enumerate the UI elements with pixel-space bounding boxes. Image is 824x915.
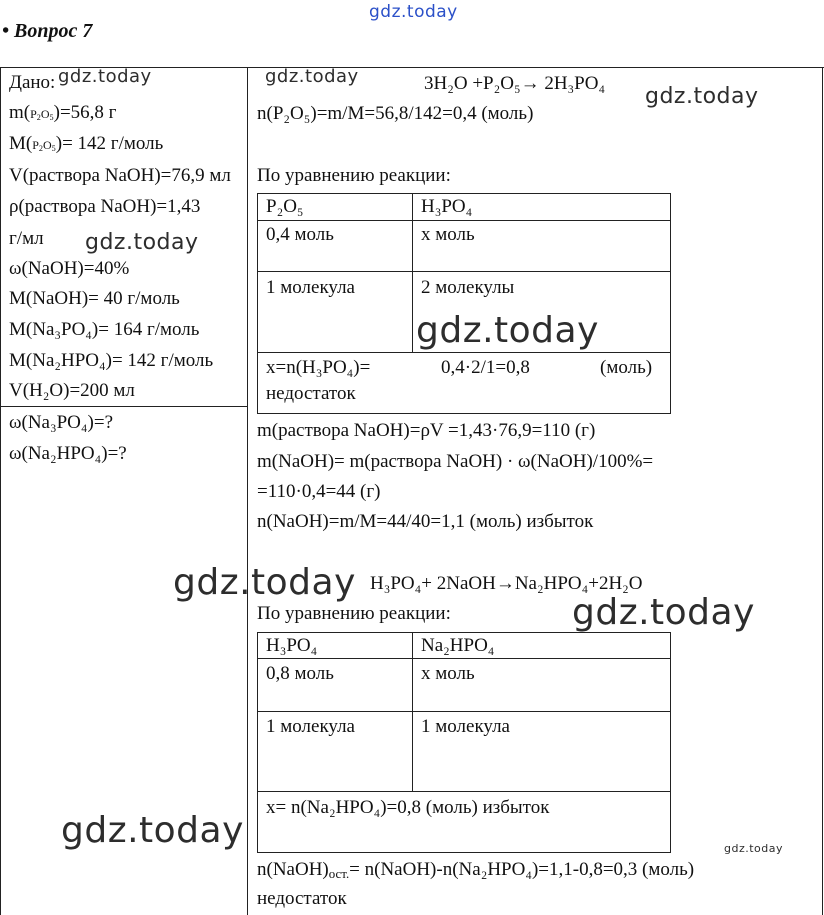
t2-cell: 1 молекула [421,716,510,737]
t2-right [670,632,671,852]
given-omega-naoh: ω(NaOH)=40% [9,258,130,279]
watermark: gdz.today [58,66,152,87]
given-mass-p2o5: $m(P_2O_5)=56,8$ г [9,102,117,123]
naoh-remaining [257,859,694,881]
equation-1: 3H₂O +P₂O₅→ 2H₃PO₄ [424,73,606,94]
t1-cell: 1 молекула [266,277,355,298]
mass-naoh-line-b: =110·0,4=44 (г) [257,481,381,502]
naoh-remaining-a: n(NaOH) [257,859,329,880]
watermark: gdz.today [61,810,244,851]
equation-2: H₃PO₄+ 2NaOH→Na₂HPO₄+2H₂O [370,573,643,594]
t2-row2-sep [257,791,671,792]
given-find-divider [0,406,247,407]
naoh-remaining-sub: ост. [328,866,350,882]
t2-row1-sep [257,711,671,712]
t2-header-reactant: H₃PO₄ [266,635,318,656]
given-density-unit: г/мл [9,228,44,249]
t1-result-note: недостаток [266,383,356,404]
given-volume-water: V(H₂O)=200 мл [9,380,135,401]
given-molar-mass-naoh: M(NaOH)= 40 г/моль [9,288,180,309]
find-omega-na3po4: ω(Na₃PO₄)=? [9,412,113,433]
naoh-remaining-note: недостаток [257,888,347,909]
t1-cell: x моль [421,224,475,245]
watermark: gdz.today [724,842,784,855]
column-divider [247,67,248,915]
given-molar-mass-na3po4: M(Na₃PO₄)= 164 г/моль [9,319,200,340]
mass-solution-naoh: m(раствора NaOH)=ρV =1,43·76,9=110 (г) [257,420,596,441]
t1-row2-sep [257,352,671,353]
t1-header-sep [257,220,671,221]
given-molar-mass-na2hpo4: M(Na₂HPO₄)= 142 г/моль [9,350,214,371]
t2-result: x= n(Na₂HPO₄)=0,8 (моль) избыток [266,797,550,818]
t1-result: x=n(H₃PO₄)= [266,357,371,378]
watermark: gdz.today [572,592,755,633]
t1-result-unit: (моль) [600,357,653,378]
t2-header-sep [257,658,671,659]
watermark: gdz.today [265,66,359,87]
t1-left [257,193,258,413]
t1-cell: 0,4 моль [266,224,334,245]
t2-bottom [257,852,671,853]
t2-left [257,632,258,852]
given-density-solution: ρ(раствора NaOH)=1,43 [9,196,201,217]
t1-mid [412,193,413,352]
table-right-border [822,67,823,915]
naoh-remaining-b: = n(NaOH)-n(Na₂HPO₄)=1,1-0,8=0,3 (моль) [349,859,695,880]
t2-cell: 1 молекула [266,716,355,737]
watermark: gdz.today [416,310,599,351]
watermark: gdz.today [85,230,199,255]
amount-p2o5: n(P₂O₅)=m/M=56,8/142=0,4 (моль) [257,103,534,124]
page-title: • Вопрос 7 [2,20,93,42]
t1-result-value: 0,4·2/1=0,8 [441,357,530,378]
t1-bottom [257,413,671,414]
by-equation-label-2: По уравнению реакции: [257,603,451,624]
find-omega-na2hpo4: ω(Na₂HPO₄)=? [9,443,127,464]
t1-header-product: H₃PO₄ [421,196,473,217]
t1-row1-sep [257,271,671,272]
given-title: Дано: [9,72,56,93]
t2-cell: x моль [421,663,475,684]
amount-naoh: n(NaOH)=m/M=44/40=1,1 (моль) избыток [257,511,594,532]
t1-header-reactant: P₂O₅ [266,196,304,217]
watermark: gdz.today [369,2,458,22]
by-equation-label-1: По уравнению реакции: [257,165,451,186]
t1-top [257,193,671,194]
t1-right [670,193,671,413]
t1-cell: 2 молекулы [421,277,515,298]
t2-mid [412,632,413,791]
table-left-border [0,67,1,915]
watermark: gdz.today [173,562,356,603]
t2-header-product: Na₂HPO₄ [421,635,495,656]
mass-naoh-line-a: m(NaOH)= m(раствора NaOH) · ω(NaOH)/100%= [257,451,654,472]
watermark: gdz.today [645,84,759,109]
given-molar-mass-p2o5: $M(P_2O_5)= 142$ г/моль [9,133,164,154]
t2-cell: 0,8 моль [266,663,334,684]
given-volume-solution: V(раствора NaOH)=76,9 мл [9,165,231,186]
